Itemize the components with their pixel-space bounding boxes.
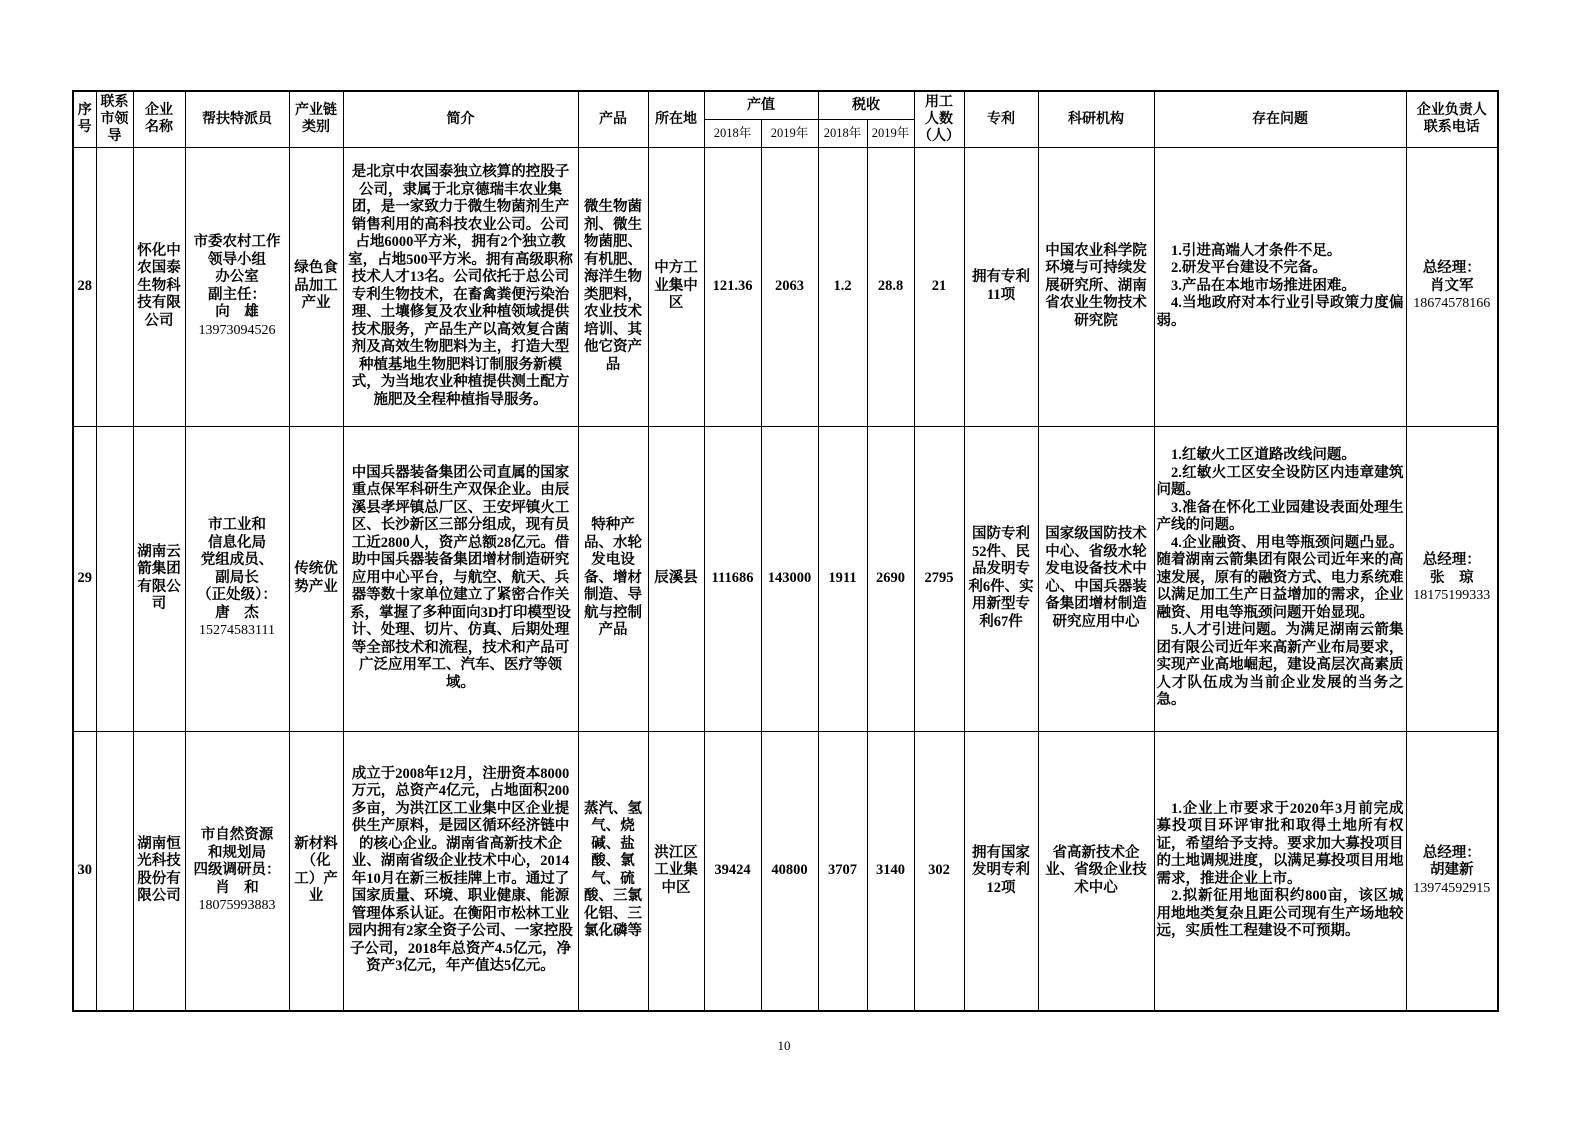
header-issues: 存在问题 (1154, 91, 1406, 147)
envoy-phone: 15274583111 (199, 623, 275, 639)
header-line: 人数 (925, 111, 953, 127)
header-line: 联系电话 (1423, 120, 1480, 136)
research-institutions-cell: 国家级国防技术中心、省级水轮发电设备技术中心、中国兵器装备集团增材制造研究应用中心 (1038, 426, 1154, 731)
header-tax: 税收 (818, 91, 914, 119)
header-output-2019: 2019年 (761, 119, 818, 147)
header-line: 用工 (925, 94, 953, 110)
envoy-cell (185, 731, 289, 1011)
envoy-line: 领导小组 (208, 251, 266, 268)
envoy-phone: 18075993883 (198, 898, 276, 913)
header-output: 产值 (704, 91, 818, 119)
issue-item: 1.引进高端人才条件不足。 (1171, 242, 1342, 259)
header-seq (73, 91, 96, 147)
leader-cell (96, 426, 133, 731)
contact-phone: 18674578166 (1413, 296, 1491, 312)
envoy-line: 副主任： (208, 286, 266, 303)
envoy-phone: 13973094526 (198, 322, 276, 338)
header-tax-2019: 2019年 (867, 119, 914, 147)
contact-name: 肖文军 (1430, 277, 1474, 294)
header-line: 导 (107, 128, 122, 144)
tax-2019-cell: 28.8 (867, 147, 914, 426)
location-cell: 洪江区工业集中区 (648, 731, 704, 1011)
seq-cell: 29 (73, 426, 96, 731)
issues-cell (1154, 731, 1406, 1011)
envoy-line: 四级调研员： (193, 862, 281, 878)
output-2019-cell: 2063 (761, 147, 818, 426)
envoy-line: 市自然资源 (200, 827, 274, 843)
industry-chain-cell: 绿色食品加工产业 (289, 147, 343, 426)
header-row (73, 91, 1498, 119)
intro-cell: 成立于2008年12月，注册资本8000万元，总资产4亿元，占地面积200多亩，为洪江区工业集中区企业提供生产原料，是园区循环经济链中的核心企业。湖南省高新技术企业、湖南省级企业技术中心，2014年10月在新三板挂牌上市。通过了国家质量、环境、职业健康、能源管理体系认证。在衡阳市松林工业园内拥有2家全资子公司、一家控股子公司，2018年总资产4.5亿元，净资产3亿元，年产值达5亿元。 (343, 731, 578, 1011)
leader-cell (96, 147, 133, 426)
contact-cell (1406, 147, 1498, 426)
envoy-line: 向 雄 (215, 304, 259, 320)
research-institutions-cell: 省高新技术企业、省级企业技术中心 (1038, 731, 1154, 1011)
envoy-line: 和规划局 (208, 844, 266, 861)
output-2019-cell: 143000 (761, 426, 818, 731)
seq-cell: 28 (73, 147, 96, 426)
tax-2018-cell: 3707 (818, 731, 867, 1011)
header-line: 名称 (145, 120, 173, 136)
tax-2019-cell: 2690 (867, 426, 914, 731)
contact-phone: 18175199333 (1413, 588, 1491, 604)
header-line: 号 (77, 120, 92, 136)
patents-cell: 拥有专利11项 (964, 147, 1038, 426)
envoy-line: 党组成员、 (200, 552, 274, 569)
contact-cell (1406, 426, 1498, 731)
contact-title: 总经理： (1422, 844, 1481, 861)
enterprise-table (72, 90, 1499, 1012)
envoy-line: 肖 和 (215, 879, 259, 896)
seq-cell: 30 (73, 731, 96, 1011)
issues-cell (1154, 147, 1406, 426)
header-line: 企业 (145, 103, 173, 119)
header-products: 产品 (578, 91, 648, 147)
table-header (73, 91, 1498, 147)
location-cell: 中方工业集中区 (648, 147, 704, 426)
header-line: 产业链 (295, 103, 337, 119)
output-2018-cell: 121.36 (704, 147, 761, 426)
patents-cell: 国防专利52件、民品发明专利6件、实用新型专利67件 (964, 426, 1038, 731)
header-line: 市领 (100, 111, 129, 127)
contact-cell (1406, 731, 1498, 1011)
industry-chain-cell: 传统优势产业 (289, 426, 343, 731)
envoy-line: 办公室 (215, 269, 259, 285)
table-row (73, 147, 1498, 426)
header-contact (1406, 91, 1498, 147)
leader-cell (96, 731, 133, 1011)
employees-cell: 2795 (914, 426, 964, 731)
table-row (73, 426, 1498, 731)
issue-item: 1.企业上市要求于2020年3月前完成募投项目环评审批和取得土地所有权证，希望给予支持。要求加大募投项目的土地调规进度，以满足募投项目用地需求，推进企业上市。 (1156, 800, 1404, 887)
contact-title: 总经理： (1422, 552, 1481, 569)
envoy-line: 市委农村工作 (193, 234, 281, 250)
header-company (133, 91, 185, 147)
tax-2018-cell: 1911 (818, 426, 867, 731)
output-2018-cell: 39424 (704, 731, 761, 1011)
header-line: （人） (918, 128, 960, 144)
output-2019-cell: 40800 (761, 731, 818, 1011)
page-number: 10 (777, 1038, 791, 1053)
header-line: 企业负责人 (1416, 103, 1487, 119)
products-cell: 微生物菌剂、微生物菌肥、有机肥、海洋生物类肥料，农业技术培训、其他它资产品 (578, 147, 648, 426)
header-output-2018: 2018年 (704, 119, 761, 147)
issues-cell (1154, 426, 1406, 731)
issue-item: 2.拟新征用地面积约800亩，该区城用地地类复杂且距公司现有生产场地较远，实质性工程建设不可预期。 (1156, 888, 1404, 940)
employees-cell: 302 (914, 731, 964, 1011)
intro-cell: 是北京中农国泰独立核算的控股子公司，隶属于北京德瑞丰农业集团，是一家致力于微生物菌剂生产销售利用的高科技农业公司。公司占地6000平方米，拥有2个独立教室，占地500平方米。拥有高级职称技术人才13名。公司依托于总公司专利生物技术，在畜禽粪便污染治理、土壤修复及农业种植领域提供技术服务，产品生产以高效复合菌剂及高效生物肥料为主，打造大型种植基地生物肥料订制服务新模式，为当地农业种植提供测土配方施肥及全程种植指导服务。 (343, 147, 578, 426)
header-leader (96, 91, 133, 147)
tax-2019-cell: 3140 (867, 731, 914, 1011)
envoy-line: 信息化局 (208, 534, 266, 551)
tax-2018-cell: 1.2 (818, 147, 867, 426)
issue-item: 3.准备在怀化工业园建设表面处理生产线的问题。 (1156, 499, 1404, 534)
envoy-line: （正处级）： (197, 587, 277, 604)
intro-cell: 中国兵器装备集团公司直属的国家重点保军科研生产双保企业。由辰溪县孝坪镇总厂区、王安坪镇火工区、长沙新区三部分组成，现有员工近2800人，资产总额28亿元。借助中国兵器装备集团增材制造研究应用中心平台，与航空、航天、兵器等数十家单位建立了紧密合作关系，掌握了多种面向3D打印模型设计、处理、切片、仿真、后期处理等全部技术和流程，技术和产品可广泛应用军工、汽车、医疗等领域。 (343, 426, 578, 731)
header-line: 序 (77, 103, 92, 119)
header-employees (914, 91, 964, 147)
table-row (73, 731, 1498, 1011)
issue-item: 3.产品在本地市场推进困难。 (1171, 277, 1356, 294)
envoy-line: 市工业和 (208, 517, 266, 534)
location-cell: 辰溪县 (648, 426, 704, 731)
header-chain (289, 91, 343, 147)
contact-phone: 13974592915 (1413, 880, 1491, 896)
products-cell: 特种产品、水轮发电设备、增材制造、导航与控制产品 (578, 426, 648, 731)
output-2018-cell: 111686 (704, 426, 761, 731)
contact-name: 张 琼 (1430, 569, 1474, 586)
envoy-line: 唐 杰 (215, 604, 259, 621)
contact-title: 总经理： (1422, 260, 1481, 277)
industry-chain-cell: 新材料（化工）产业 (289, 731, 343, 1011)
header-research: 科研机构 (1038, 91, 1154, 147)
envoy-line: 副局长 (215, 569, 259, 586)
header-tax-2018: 2018年 (818, 119, 867, 147)
issue-item: 1.红敏火工区道路改线问题。 (1171, 447, 1356, 464)
header-location: 所在地 (648, 91, 704, 147)
patents-cell: 拥有国家发明专利12项 (964, 731, 1038, 1011)
issue-item: 2.研发平台建设不完备。 (1171, 260, 1327, 277)
envoy-cell (185, 426, 289, 731)
table-body (73, 147, 1498, 1011)
envoy-cell (185, 147, 289, 426)
employees-cell: 21 (914, 147, 964, 426)
header-patents: 专利 (964, 91, 1038, 147)
issue-item: 4.当地政府对本行业引导政策力度偏弱。 (1156, 295, 1404, 329)
header-envoy: 帮扶特派员 (185, 91, 289, 147)
company-name-cell: 怀化中农国泰生物科技有限公司 (133, 147, 185, 426)
company-name-cell: 湖南云箭集团有限公司 (133, 426, 185, 731)
header-line: 联系 (100, 94, 129, 110)
research-institutions-cell: 中国农业科学院环境与可持续发展研究所、湖南省农业生物技术研究院 (1038, 147, 1154, 426)
header-line: 类别 (302, 120, 330, 136)
issue-item: 4.企业融资、用电等瓶颈问题凸显。随着湖南云箭集团有限公司近年来的高速发展，原有的融资方式、电力系统难以满足加工生产日益增加的需求，企业融资、用电等瓶颈问题开始显现。 (1156, 534, 1404, 621)
issue-item: 2.红敏火工区安全设防区内违章建筑问题。 (1156, 464, 1404, 499)
issue-item: 5.人才引进问题。为满足湖南云箭集团有限公司近年来高新产业布局要求，实现产业高地崛起，建设高层次高素质人才队伍成为当前企业发展的当务之急。 (1156, 622, 1404, 709)
header-intro: 简介 (343, 91, 578, 147)
contact-name: 胡建新 (1430, 862, 1474, 878)
products-cell: 蒸汽、氢气、烧碱、盐酸、氯气、硫酸、三氯化铝、三氯化磷等 (578, 731, 648, 1011)
company-name-cell: 湖南恒光科技股份有限公司 (133, 731, 185, 1011)
